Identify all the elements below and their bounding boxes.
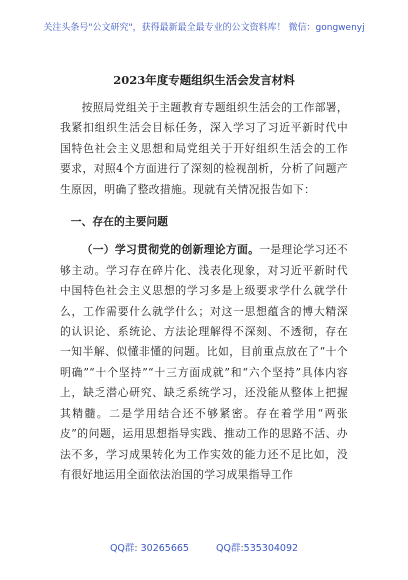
document-body [60,98,348,485]
document-title: 2023年度专题组织生活会发言材料 [113,73,295,87]
intro-paragraph: 按照局党组关于主题教育专题组织生活会的工作部署，我紧扣组织生活会目标任务，深入学习了习近平新时代中国特色社会主义思想和局党组关于开好组织生活会的工作要求，对照4个方面进行了深刻的检视剖析，分析了问题产生原因，明确了整改措施。现就有关情况报告如下： [60,101,348,196]
header-banner: 关注头条号"公文研究"，获得最新最全最专业的公文资料库！ 微信：gongwenyj [43,23,365,33]
subsection-lead: （一）学习贯彻党的创新理论方面。 [81,243,260,257]
subsection-body: 一是理论学习还不够主动。学习存在碎片化、浅表化现象，对习近平新时代中国特色社会主义思想的学习多是上级要求学什么就学什么，工作需要什么就学什么；对这一思想蕴含的博大精深的认识论、系统论、方法论理解得不深刻、不透彻，存在一知半解、似懂非懂的问题。比如，目前重点放在了“十个明确”“十个坚持”“十三方面成就”和“六个坚持”具体内容上，缺乏潜心研究、缺乏系统学习，还没能从整体上把握其精髓。二是学用结合还不够紧密。存在着学用“两张皮”的问题，运用思想指导实践、推动工作的思路不活、办法不多，学习成果转化为工作实效的能力还不足比如，没有很好地运用全面依法治国的学习成果指导工作 [60,243,348,481]
footer-banner [0,540,408,554]
qq-group-2: QQ群:535304092 [216,543,299,554]
section-heading: 一、存在的主要问题 [70,215,168,229]
subsection-paragraph [60,240,348,485]
qq-group-1: QQ群: 30265665 [109,543,189,554]
